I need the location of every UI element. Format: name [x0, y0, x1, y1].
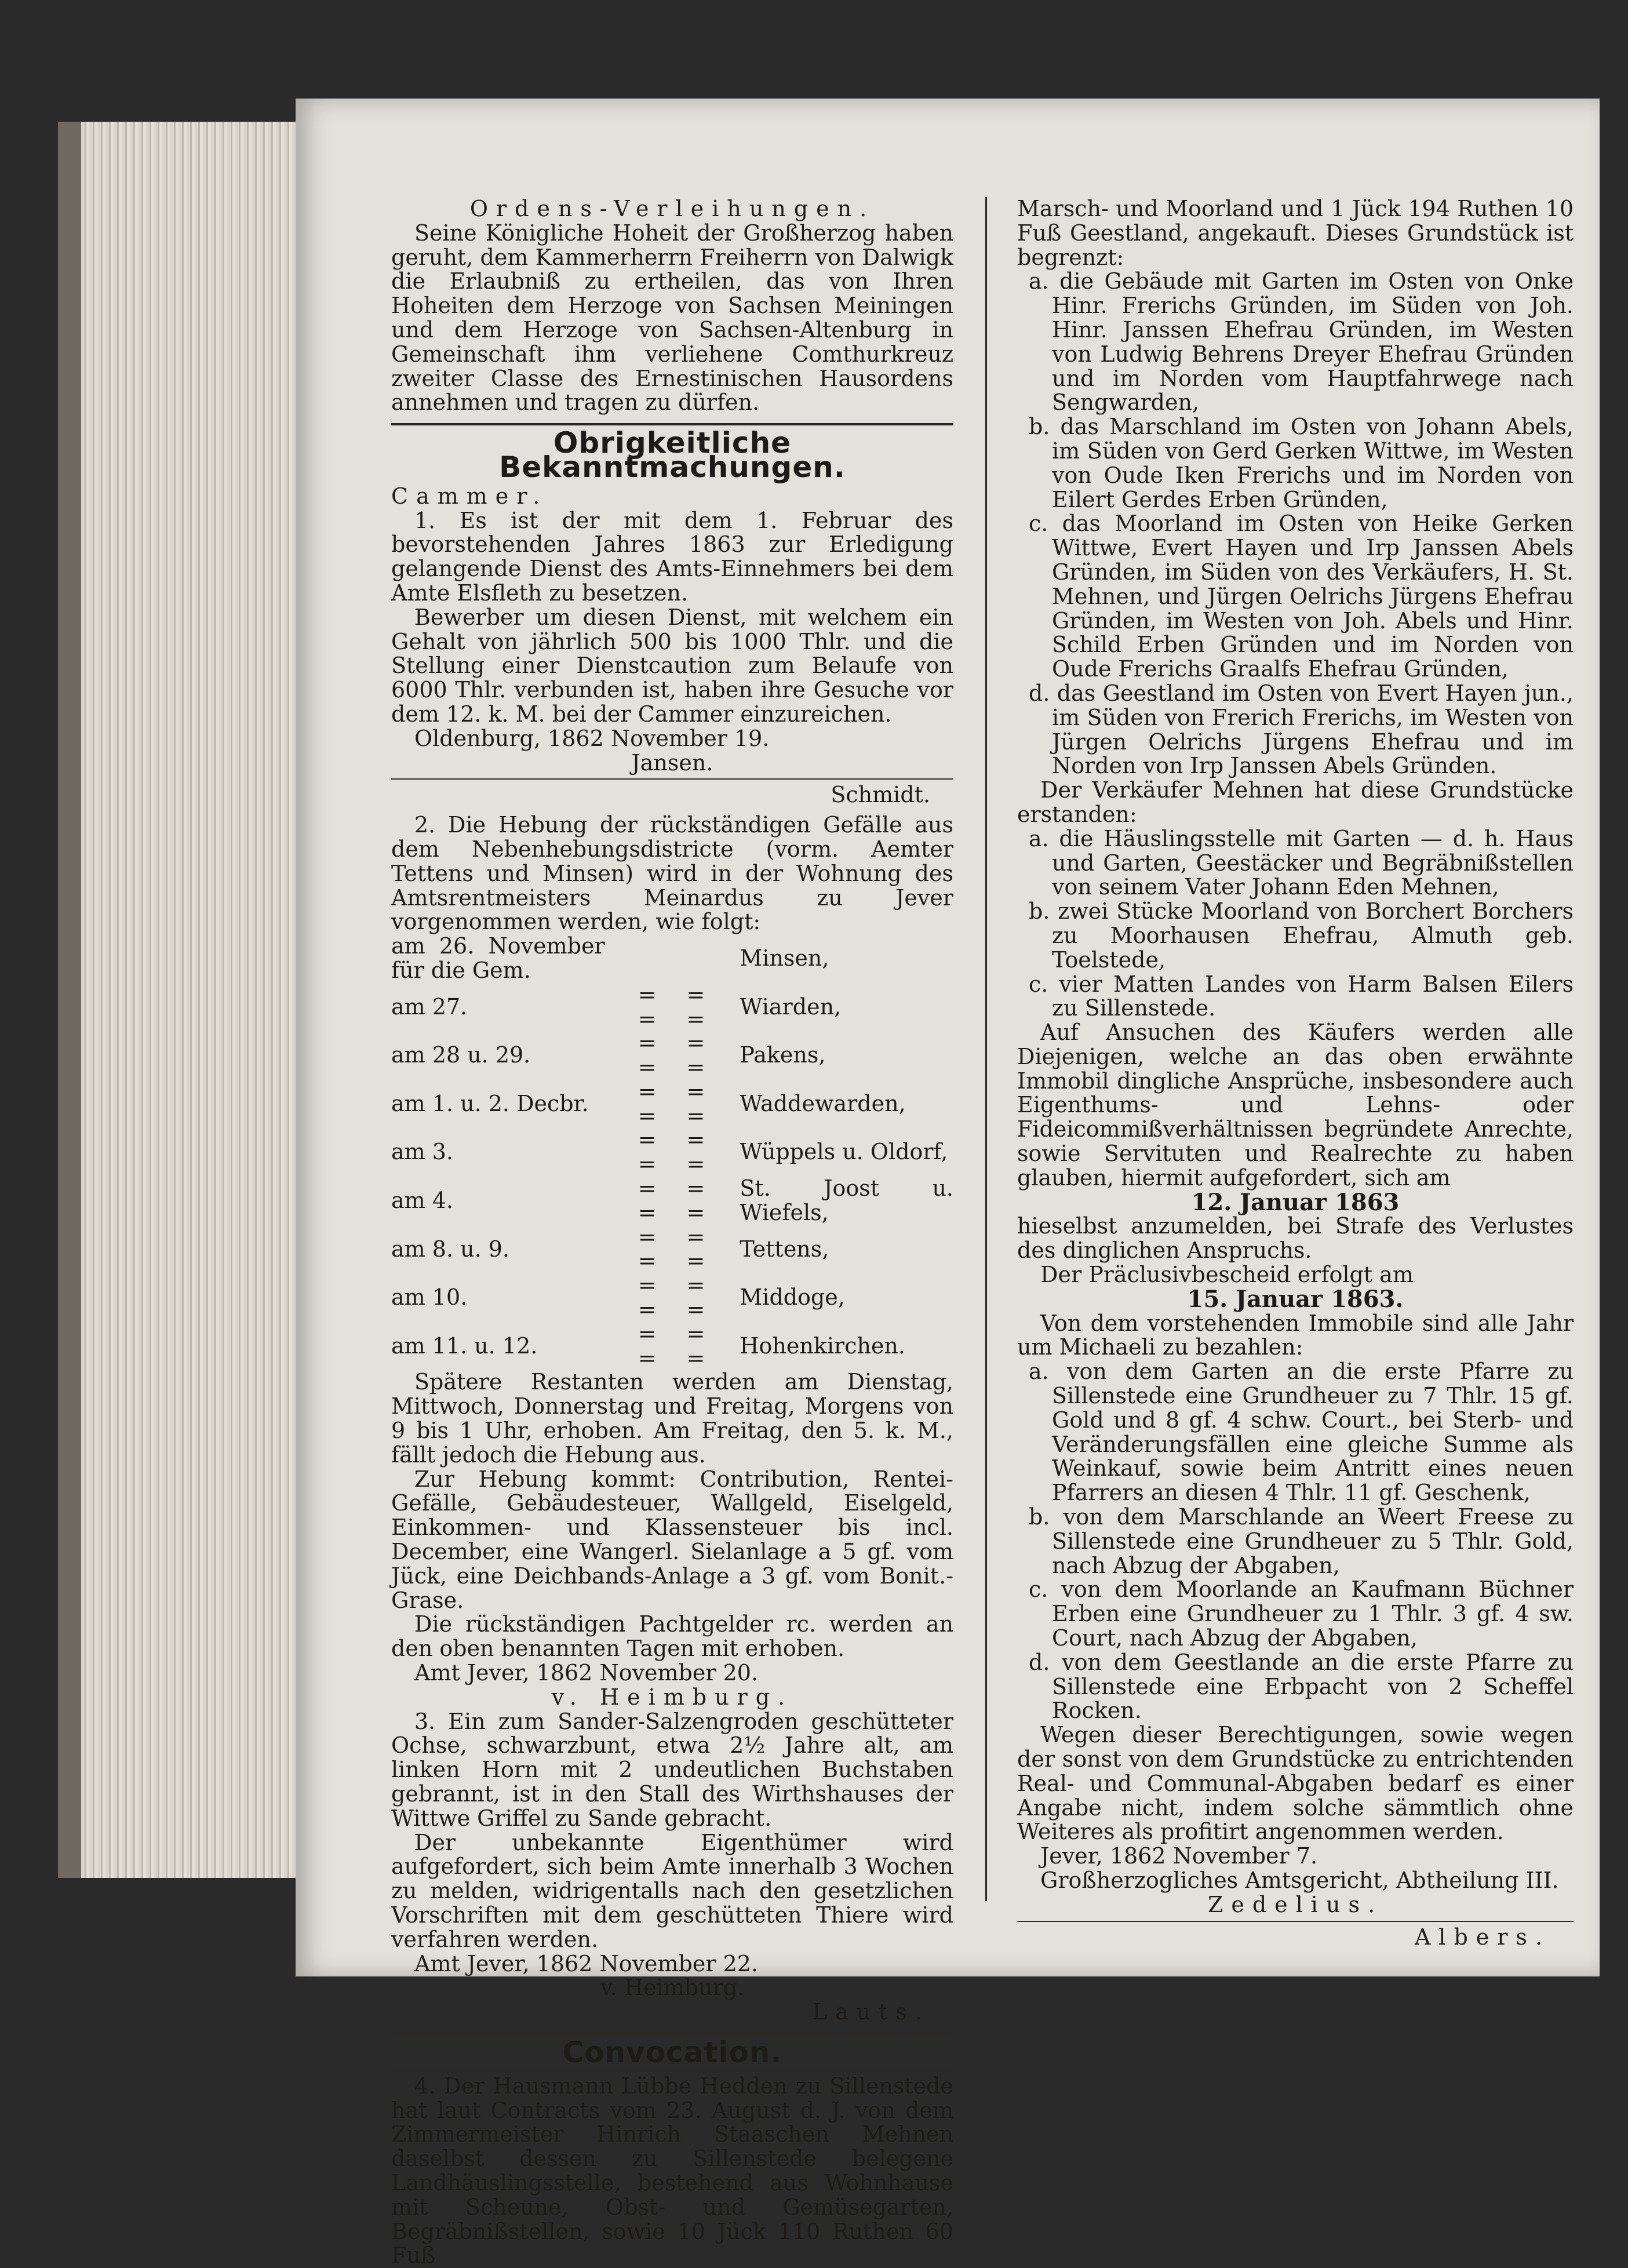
notice-1-sig1: Jansen. [631, 749, 713, 776]
sig-rule [391, 778, 953, 780]
payment-a: a. von dem Garten an die erste Pfarre zu Sillenstede eine Grundheuer zu 7 Thlr. 15 gf. Gold und 8 gf. 4 schw. Court., bei Sterb- und Veränderungsfällen eine gleiche Summe als Weinkauf, sowie beim Antritt eines neuen Pfarrers an diesen 4 Thlr. 11 gf. Geschenk, [1029, 1359, 1574, 1506]
notice-3b: Der unbekannte Eigenthümer wird aufgefordert, sich beim Amte innerhalb 3 Wochen zu melden, widrigentalls nach den gesetzlichen Vorschriften mit dem geschütteten Thiere wird verfahren werden. [391, 1829, 953, 1952]
orden-title: Ordens-Verleihungen. [469, 196, 875, 221]
schedule-row [391, 1080, 953, 1128]
schedule-row [391, 1273, 953, 1322]
seller-text: Der Verkäufer Mehnen hat diese Grundstücke erstanden: [1017, 777, 1574, 827]
schedule-place: Middoge, [740, 1284, 845, 1310]
convocation-rule [391, 2070, 953, 2071]
seller-c: c. vier Matten Landes von Harm Balsen Eilers zu Sillenstede. [1029, 971, 1574, 1021]
court-name: Großherzogliches Amtsgericht, Abtheilung III. [1040, 1867, 1559, 1893]
notice-3-sig2: Lauts. [812, 1999, 930, 2025]
schedule-row [391, 1128, 953, 1177]
schedule-date: am 1. u. 2. Decbr. [391, 1090, 589, 1116]
schedule-date: am 26. November für die Gem. [391, 933, 605, 983]
schedule-place: Wüppels u. Oldorf, [740, 1139, 948, 1165]
schedule-row [391, 1225, 953, 1274]
notice-2d: Die rückständigen Pachtgelder rc. werden an den oben benannten Tagen mit erhoben. [391, 1611, 953, 1662]
section-rule-2 [391, 2033, 953, 2035]
notice-3: 3. Ein zum Sander-Salzengroden geschütteter Ochse, schwarzbunt, etwa 2½ Jahre alt, am linken Horn mit 2 undeutlichen Buchstaben gebrannt, ist in den Stall des Wirthshauses der Wittwe Griffel zu Sande gebracht. [391, 1708, 953, 1831]
notice-1b: Bewerber um diesen Dienst, mit welchem ein Gehalt von jährlich 500 bis 1000 Thlr. und die Stellung einer Dienstcaution zum Belaufe von 6000 Thlr. verbunden ist, haben ihre Gesuche vor dem 12. k. M. bei der Cammer einzureichen. [391, 604, 953, 727]
rights-text: Wegen dieser Berechtigungen, sowie wegen der sonst von dem Grundstücke zu entrichtenden Real- und Communal-Abgaben bedarf es einer Angabe nicht, indem solche sämmtlich ohne Weiteres als profitirt angenommen werden. [1017, 1722, 1574, 1845]
signature-2: Albers. [1414, 1924, 1550, 1950]
seller-a: a. die Häuslingsstelle mit Garten — d. h. Haus und Garten, Geestäcker und Begräbnißstellen von seinem Vater Johann Eden Mehnen, [1029, 825, 1574, 900]
schedule-row [391, 1322, 953, 1371]
schedule-ditto: = = = = [638, 981, 717, 1032]
schedule-place: Pakens, [740, 1042, 826, 1068]
schedule-ditto: = = = = [638, 1127, 717, 1177]
obrig-title: Obrigkeitliche Bekanntmachungen. [499, 426, 846, 484]
schedule-row [391, 983, 953, 1032]
continuation: Marsch- und Moorland und 1 Jück 194 Ruthen 10 Fuß Geestland, angekauft. Dieses Grundstück ist begrenzt: [1017, 196, 1574, 270]
schedule-ditto: = = = = [638, 1078, 717, 1128]
schedule-ditto: = = = = [638, 1030, 717, 1080]
cammer-label: Cammer. [391, 483, 548, 509]
notice-1-sig2: Schmidt. [831, 782, 930, 808]
schedule-place: Wiarden, [740, 993, 842, 1020]
schedule-row [391, 1031, 953, 1080]
notice-2: 2. Die Hebung der rückständigen Gefälle aus dem Nebenhebungsdistricte (vorm. Aemter Tettens und Minsen) wird in der Wohnung des Amtsrentmeisters Meinardus zu Jever vorgenommen werden, wie folgt: [391, 812, 953, 935]
schedule-place: Minsen, [740, 945, 829, 971]
schedule-date: am 27. [391, 993, 468, 1020]
notice-2c: Zur Hebung kommt: Contribution, Rentei-Gefälle, Gebäudesteuer, Wallgeld, Eiselgeld, Einkommen- und Klassensteuer bis incl. December, eine Wangerl. Sielanlage a 5 gf. vom Jück, eine Deichbands-Anlage a 3 gf. vom Bonit.-Grase. [391, 1466, 953, 1613]
right-column [1017, 197, 1574, 1949]
schedule-ditto: = = = = [638, 1175, 717, 1225]
preclusion-text: Der Präclusivbescheid erfolgt am [1040, 1262, 1414, 1288]
notice-1-date: Oldenburg, 1862 November 19. [414, 725, 770, 751]
notice-2-sig: v. Heimburg. [551, 1684, 793, 1710]
left-column [391, 197, 953, 2268]
notice-3-date: Amt Jever, 1862 November 22. [414, 1950, 759, 1976]
notice-1: 1. Es ist der mit dem 1. Februar des bevorstehenden Jahres 1863 zur Erledigung gelangende Dienst des Amts-Einnehmers bei dem Amte Elsfleth zu besetzen. [391, 507, 953, 606]
section-rule [391, 423, 953, 425]
register-text: hieselbst anzumelden, bei Strafe des Verlustes des dinglichen Anspruchs. [1017, 1213, 1574, 1264]
orden-text: Seine Königliche Hoheit der Großherzog haben geruht, dem Kammerherrn Freiherrn von Dalwigk die Erlaubniß zu ertheilen, das von Ihren Hoheiten dem Herzoge von Sachsen Meiningen und dem Herzoge von Sachsen-Altenburg in Gemeinschaft ihm verliehene Comthurkreuz zweiter Classe des Ernestinischen Hausordens annehmen und tragen zu dürfen. [391, 220, 953, 416]
seller-b: b. zwei Stücke Moorland von Borchert Borchers zu Moorhausen Ehefrau, Almuth geb. Toelstede, [1029, 898, 1574, 973]
schedule-place: Waddewarden, [740, 1090, 906, 1116]
schedule-date: am 10. [391, 1284, 468, 1310]
convocation-title: Convocation. [562, 2035, 782, 2069]
schedule-date: am 8. u. 9. [391, 1236, 509, 1262]
schedule-place: Tettens, [740, 1236, 829, 1262]
notice-4: 4. Der Hausmann Lübbe Hedden zu Sillenstede hat laut Contracts vom 23. August d. J. von dem Zimmermeister Hinrich Staaschen Mehnen daselbst dessen zu Sillenstede belegene Landhäuslingsstelle, bestehend aus Wohnhause mit Scheune, Obst- und Gemüsegarten, Begräbnißstellen, sowie 10 Jück 110 Ruthen 60 Fuß [391, 2073, 953, 2268]
schedule-place: St. Joost u. Wiefels, [740, 1175, 953, 1225]
signature-1: Zedelius. [1207, 1891, 1383, 1917]
schedule-table [391, 934, 953, 1370]
schedule-place: Hohenkirchen. [740, 1333, 905, 1359]
date-2: 15. Januar 1863. [1187, 1285, 1404, 1313]
schedule-date: am 28 u. 29. [391, 1042, 531, 1068]
payment-b: b. von dem Marschlande an Weert Freese zu Sillenstede eine Grundheuer zu 5 Thlr. Gold, nach Abzug der Abgaben, [1029, 1504, 1574, 1578]
schedule-row [391, 1177, 953, 1225]
payment-d: d. von dem Geestlande an die erste Pfarre zu Sillenstede eine Erbpacht von 2 Scheffel Rocken. [1029, 1649, 1574, 1724]
schedule-date: am 11. u. 12. [391, 1333, 538, 1359]
boundary-a: a. die Gebäude mit Garten im Osten von Onke Hinr. Frerichs Gründen, im Süden von Joh. Hinr. Janssen Ehefrau Gründen, im Westen von Ludwig Behrens Dreyer Ehefrau Gründen und im Norden vom Hauptfahrwege nach Sengwarden, [1029, 268, 1574, 416]
schedule-row [391, 934, 953, 983]
column-divider [985, 197, 987, 1901]
schedule-date: am 4. [391, 1187, 454, 1213]
signature-rule [1017, 1921, 1574, 1922]
book-page-edges [58, 122, 325, 1878]
schedule-ditto [605, 934, 740, 983]
boundary-b: b. das Marschland im Osten von Johann Abels, im Süden von Gerd Gerken Wittwe, im Westen von Oude Iken Frerichs und im Norden von Eilert Gerdes Erben Gründen, [1029, 414, 1574, 512]
schedule-date: am 3. [391, 1139, 454, 1165]
payments-text: Von dem vorstehenden Immobile sind alle Jahr um Michaeli zu bezahlen: [1017, 1310, 1574, 1360]
date-1: 12. Januar 1863 [1191, 1188, 1400, 1216]
notice-3-sig1: v. Heimburg. [600, 1975, 745, 2001]
schedule-ditto: = = = = [638, 1224, 717, 1274]
date-3: Jever, 1862 November 7. [1040, 1843, 1318, 1869]
payment-c: c. von dem Moorlande an Kaufmann Büchner Erben eine Grundheuer zu 1 Thlr. 3 gf. 4 sw. Court, nach Abzug der Abgaben, [1029, 1577, 1574, 1651]
boundary-d: d. das Geestland im Osten von Evert Hayen jun., im Süden von Frerich Frerichs, im Westen von Jürgen Oelrichs Jürgens Ehefrau und im Norden von Irp Janssen Abels Gründen. [1029, 680, 1574, 779]
summons-text: Auf Ansuchen des Käufers werden alle Diejenigen, welche an das oben erwähnte Immobil dingliche Ansprüche, insbesondere auch Eigenthums- und Lehns- oder Fideicommißverhältnissen begründete Anrechte, sowie Servituten und Realrechte zu haben glauben, hiermit aufgefordert, sich am [1017, 1020, 1574, 1191]
notice-2b: Spätere Restanten werden am Dienstag, Mittwoch, Donnerstag und Freitag, Morgens von 9 bis 1 Uhr, erhoben. Am Freitag, den 5. k. M., fällt jedoch die Hebung aus. [391, 1369, 953, 1468]
schedule-ditto: = = = = [638, 1320, 717, 1371]
schedule-ditto: = = = = [638, 1272, 717, 1323]
boundary-c: c. das Moorland im Osten von Heike Gerken Wittwe, Evert Hayen und Irp Janssen Abels Gründen, im Süden von des Verkäufers, H. St. Mehnen, und Jürgen Oelrichs Jürgens Ehefrau Gründen, im Westen von Joh. Abels und Hinr. Schild Erben Gründen und im Norden von Oude Frerichs Graalfs Ehefrau Gründen, [1029, 511, 1574, 682]
notice-2-date: Amt Jever, 1862 November 20. [414, 1660, 759, 1686]
